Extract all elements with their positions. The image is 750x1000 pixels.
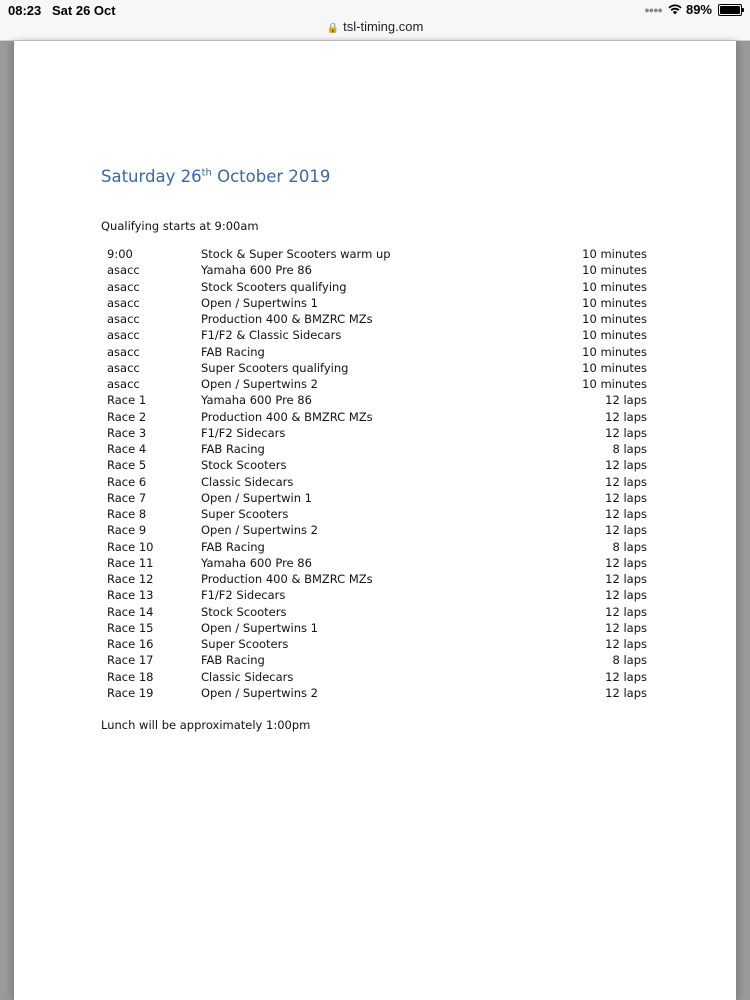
- schedule-slot: Race 5: [107, 458, 147, 473]
- schedule-slot: Race 14: [107, 604, 154, 619]
- schedule-duration: 10 minutes: [582, 263, 647, 278]
- schedule-slot: Race 8: [107, 507, 147, 521]
- schedule-event: Classic Sidecars: [201, 669, 294, 684]
- schedule-slot: Race 19: [107, 685, 154, 700]
- schedule-duration: 10 minutes: [582, 328, 647, 343]
- schedule-row: [107, 327, 647, 343]
- schedule-slot: asacc: [107, 328, 140, 343]
- schedule-row: [107, 441, 647, 457]
- schedule-event: Super Scooters: [201, 507, 289, 521]
- schedule-slot: asacc: [107, 344, 140, 359]
- qualifying-note: Qualifying starts at 9:00am: [101, 219, 259, 233]
- schedule-duration: 12 laps: [605, 507, 647, 521]
- schedule-row: [107, 490, 647, 506]
- wifi-icon: [668, 4, 682, 15]
- schedule-event: FAB Racing: [201, 539, 265, 554]
- schedule-slot: Race 10: [107, 539, 154, 554]
- schedule-event: Classic Sidecars: [201, 474, 294, 489]
- schedule-duration: 12 laps: [605, 620, 647, 635]
- schedule-event: Stock Scooters: [201, 604, 287, 619]
- schedule-duration: 12 laps: [605, 474, 647, 489]
- schedule-row: [107, 522, 647, 538]
- url-text: tsl-timing.com: [343, 19, 424, 34]
- page-title: Saturday 26th October 2019: [101, 167, 331, 186]
- schedule-row: [107, 425, 647, 441]
- schedule-duration: 10 minutes: [582, 295, 647, 310]
- schedule-event: Production 400 & BMZRC MZs: [201, 312, 373, 326]
- schedule-event: Production 400 & BMZRC MZs: [201, 572, 373, 586]
- schedule-duration: 12 laps: [605, 409, 647, 424]
- schedule-event: FAB Racing: [201, 344, 265, 359]
- schedule-duration: 10 minutes: [582, 312, 647, 326]
- schedule-row: [107, 620, 647, 636]
- schedule-event: Yamaha 600 Pre 86: [201, 555, 312, 570]
- schedule-row: [107, 506, 647, 522]
- status-indicators: [644, 2, 742, 17]
- schedule-slot: Race 9: [107, 523, 147, 538]
- schedule-slot: Race 16: [107, 637, 154, 651]
- schedule-row: [107, 685, 647, 701]
- schedule-slot: Race 12: [107, 572, 154, 586]
- document-page[interactable]: [14, 41, 736, 1000]
- schedule-row: [107, 539, 647, 555]
- schedule-row: [107, 604, 647, 620]
- schedule-slot: asacc: [107, 312, 140, 326]
- schedule-slot: Race 13: [107, 588, 154, 603]
- schedule-duration: 12 laps: [605, 637, 647, 651]
- schedule-row: [107, 360, 647, 376]
- schedule-duration: 8 laps: [612, 442, 647, 456]
- schedule-slot: Race 4: [107, 442, 147, 456]
- schedule-row: [107, 279, 647, 295]
- schedule-event: Yamaha 600 Pre 86: [201, 263, 312, 278]
- schedule-duration: 10 minutes: [582, 247, 647, 261]
- schedule-event: Open / Supertwins 1: [201, 295, 318, 310]
- schedule-row: [107, 262, 647, 278]
- schedule-slot: asacc: [107, 295, 140, 310]
- schedule-row: [107, 311, 647, 327]
- schedule-row: [107, 295, 647, 311]
- schedule-slot: Race 3: [107, 425, 147, 440]
- signal-dots-icon: ●●●●: [644, 4, 662, 15]
- schedule-row: [107, 571, 647, 587]
- schedule-duration: 12 laps: [605, 588, 647, 603]
- schedule-slot: asacc: [107, 360, 140, 375]
- schedule-duration: 10 minutes: [582, 279, 647, 294]
- schedule-duration: 12 laps: [605, 490, 647, 505]
- schedule-row: [107, 652, 647, 668]
- date: Sat 26 Oct: [52, 3, 116, 18]
- schedule-event: Super Scooters: [201, 637, 289, 651]
- schedule-event: Open / Supertwins 2: [201, 685, 318, 700]
- schedule-event: Stock Scooters qualifying: [201, 279, 347, 294]
- schedule-slot: Race 7: [107, 490, 147, 505]
- schedule-event: Open / Supertwins 1: [201, 620, 318, 635]
- schedule-event: Open / Supertwins 2: [201, 523, 318, 538]
- schedule-row: [107, 246, 647, 262]
- schedule-duration: 12 laps: [605, 393, 647, 408]
- schedule-event: Yamaha 600 Pre 86: [201, 393, 312, 408]
- lock-icon: 🔒: [326, 23, 340, 34]
- schedule-event: F1/F2 Sidecars: [201, 588, 286, 603]
- schedule-event: Open / Supertwin 1: [201, 490, 312, 505]
- schedule-slot: Race 1: [107, 393, 147, 408]
- schedule-duration: 12 laps: [605, 458, 647, 473]
- status-bar: [0, 0, 750, 41]
- schedule-row: [107, 587, 647, 603]
- schedule-event: Stock & Super Scooters warm up: [201, 247, 391, 261]
- schedule-duration: 10 minutes: [582, 360, 647, 375]
- schedule-slot: Race 2: [107, 409, 147, 424]
- schedule-row: [107, 555, 647, 571]
- schedule-duration: 12 laps: [605, 685, 647, 700]
- schedule-slot: asacc: [107, 279, 140, 294]
- schedule-table: [107, 246, 647, 701]
- lunch-note: Lunch will be approximately 1:00pm: [101, 718, 311, 732]
- schedule-slot: 9:00: [107, 247, 133, 261]
- schedule-duration: 8 laps: [612, 653, 647, 668]
- schedule-duration: 10 minutes: [582, 377, 647, 391]
- schedule-slot: Race 17: [107, 653, 154, 668]
- schedule-row: [107, 392, 647, 408]
- schedule-slot: Race 11: [107, 555, 154, 570]
- schedule-row: [107, 457, 647, 473]
- schedule-slot: Race 18: [107, 669, 154, 684]
- schedule-event: Super Scooters qualifying: [201, 360, 349, 375]
- schedule-event: Production 400 & BMZRC MZs: [201, 409, 373, 424]
- schedule-row: [107, 474, 647, 490]
- schedule-duration: 12 laps: [605, 523, 647, 538]
- schedule-duration: 8 laps: [612, 539, 647, 554]
- schedule-event: F1/F2 Sidecars: [201, 425, 286, 440]
- schedule-slot: asacc: [107, 377, 140, 391]
- schedule-duration: 10 minutes: [582, 344, 647, 359]
- schedule-event: Open / Supertwins 2: [201, 377, 318, 391]
- schedule-row: [107, 669, 647, 685]
- address-bar[interactable]: [0, 19, 750, 34]
- schedule-event: Stock Scooters: [201, 458, 287, 473]
- battery-icon: [718, 4, 742, 16]
- battery-percent: 89%: [685, 2, 712, 17]
- schedule-duration: 12 laps: [605, 572, 647, 586]
- schedule-row: [107, 636, 647, 652]
- schedule-row: [107, 409, 647, 425]
- schedule-slot: asacc: [107, 263, 140, 278]
- schedule-duration: 12 laps: [605, 604, 647, 619]
- schedule-event: F1/F2 & Classic Sidecars: [201, 328, 342, 343]
- clock: 08:23: [8, 3, 42, 18]
- schedule-slot: Race 15: [107, 620, 154, 635]
- schedule-event: FAB Racing: [201, 442, 265, 456]
- schedule-duration: 12 laps: [605, 669, 647, 684]
- schedule-slot: Race 6: [107, 474, 147, 489]
- schedule-row: [107, 344, 647, 360]
- schedule-duration: 12 laps: [605, 425, 647, 440]
- schedule-event: FAB Racing: [201, 653, 265, 668]
- schedule-row: [107, 376, 647, 392]
- schedule-duration: 12 laps: [605, 555, 647, 570]
